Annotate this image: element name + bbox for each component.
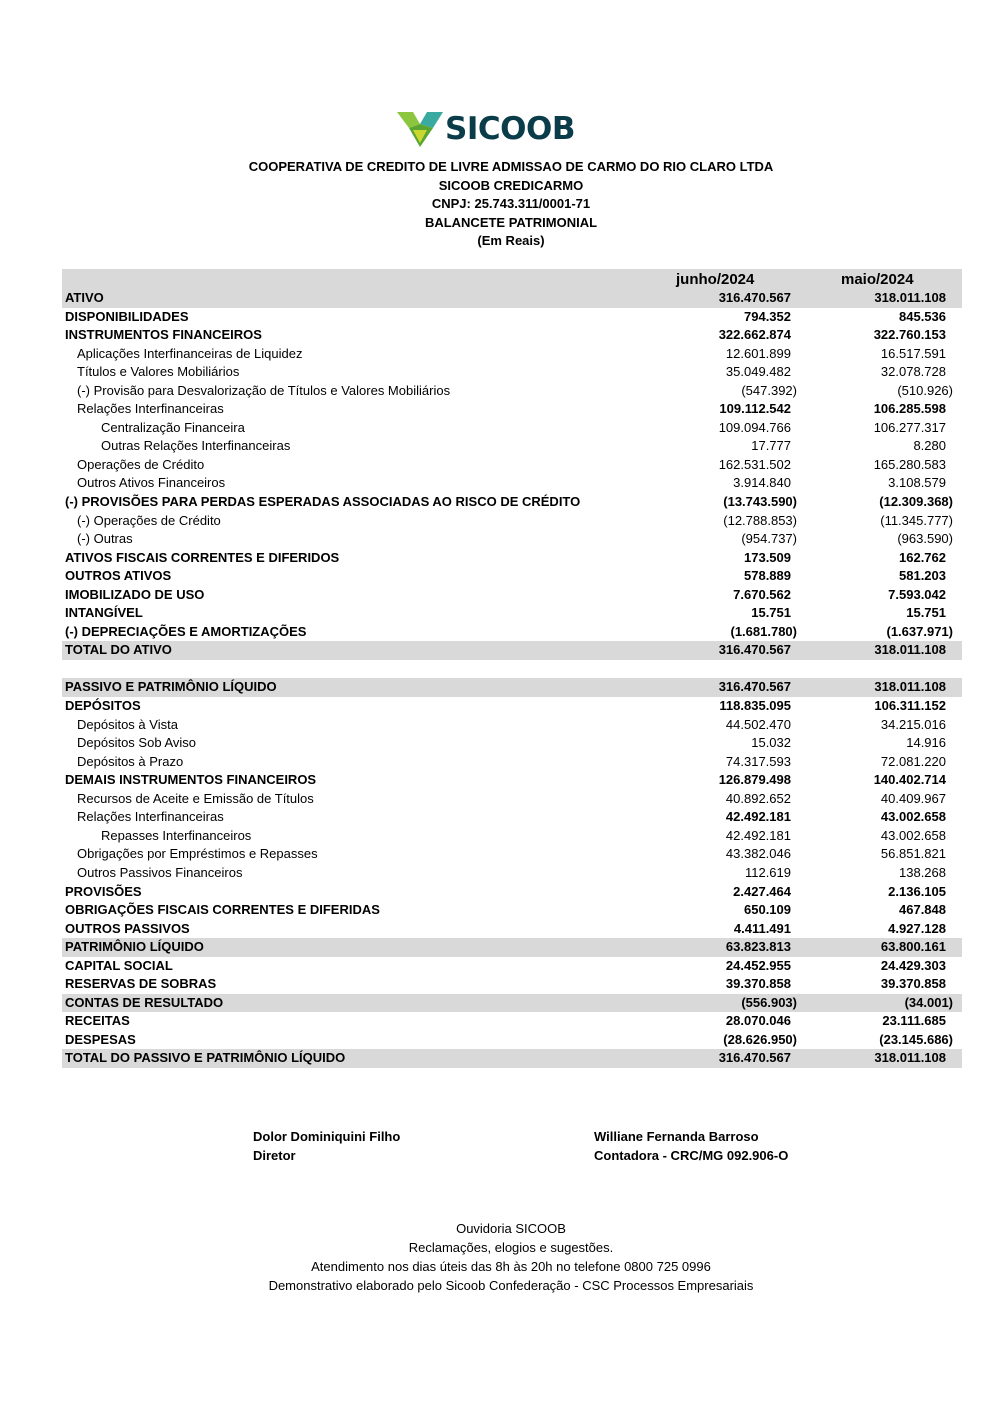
cnpj: CNPJ: 25.743.311/0001-71 — [431, 196, 591, 212]
table-row: Depósitos Sob Aviso 15.032 14.916 — [77, 735, 946, 751]
table-row: OUTROS ATIVOS 578.889 581.203 — [65, 568, 946, 584]
report-title: BALANCETE PATRIMONIAL — [424, 214, 598, 230]
table-row: OBRIGAÇÕES FISCAIS CORRENTES E DIFERIDAS 650.109 467.848 — [65, 902, 946, 918]
signature-accountant — [594, 1127, 788, 1165]
table-row: PROVISÕES 2.427.464 2.136.105 — [65, 883, 946, 899]
table-row: Aplicações Interfinanceiras de Liquidez 12.601.899 16.517.591 — [77, 345, 946, 361]
total-passivo-row: TOTAL DO PASSIVO E PATRIMÔNIO LÍQUIDO 316.470.567 318.011.108 — [62, 1049, 962, 1068]
table-row: ATIVO 316.470.567 318.011.108 — [62, 289, 962, 308]
table-row: Outros Passivos Financeiros 112.619 138.268 — [77, 864, 946, 880]
balance-sheet-table — [62, 269, 962, 1068]
table-row: IMOBILIZADO DE USO 7.670.562 7.593.042 — [65, 586, 946, 602]
table-row: CONTAS DE RESULTADO (556.903) (34.001) — [62, 994, 962, 1013]
table-row: (-) PROVISÕES PARA PERDAS ESPERADAS ASSOCIADAS AO RISCO DE CRÉDITO (13.743.590) (12.309.368) — [65, 494, 953, 510]
director-role: Diretor — [253, 1148, 296, 1163]
table-row: Outros Ativos Financeiros 3.914.840 3.108.579 — [77, 475, 946, 491]
company-name: COOPERATIVA DE CREDITO DE LIVRE ADMISSAO DE CARMO DO RIO CLARO LTDA — [248, 159, 774, 174]
table-row: Outras Relações Interfinanceiras 17.777 8.280 — [101, 438, 946, 454]
accountant-name: Williane Fernanda Barroso — [594, 1129, 759, 1144]
table-row: INTANGÍVEL 15.751 15.751 — [65, 605, 946, 621]
table-row: OUTROS PASSIVOS 4.411.491 4.927.128 — [65, 920, 946, 936]
column-header-current: junho/2024 — [676, 271, 755, 288]
table-row: RESERVAS DE SOBRAS 39.370.858 39.370.858 — [65, 976, 946, 992]
currency-unit: (Em Reais) — [477, 233, 545, 249]
table-row: Títulos e Valores Mobiliários 35.049.482 32.078.728 — [77, 364, 946, 380]
director-name: Dolor Dominiquini Filho — [253, 1129, 401, 1144]
table-row: RECEITAS 28.070.046 23.111.685 — [65, 1013, 946, 1029]
accountant-role: Contadora - CRC/MG 092.906-O — [594, 1148, 789, 1163]
footer-hours-phone: Atendimento nos dias úteis das 8h às 20h no telefone 0800 725 0996 — [311, 1259, 711, 1274]
table-row: Relações Interfinanceiras 42.492.181 43.002.658 — [77, 809, 946, 825]
table-row: DEPÓSITOS 118.835.095 106.311.152 — [65, 698, 946, 714]
footer — [0, 1219, 1000, 1295]
table-row: (-) Operações de Crédito (12.788.853) (11.345.777) — [77, 512, 953, 528]
table-row: PASSIVO E PATRIMÔNIO LÍQUIDO 316.470.567 318.011.108 — [62, 678, 962, 697]
table-row: Depósitos à Vista 44.502.470 34.215.016 — [77, 716, 946, 732]
sicoob-logo-icon — [397, 110, 443, 148]
table-row: Recursos de Aceite e Emissão de Títulos 40.892.652 40.409.967 — [77, 790, 946, 806]
logo-wordmark: SICOOB — [445, 110, 575, 147]
footer-prepared-by: Demonstrativo elaborado pelo Sicoob Confederação - CSC Processos Empresariais — [268, 1278, 754, 1293]
table-row: PATRIMÔNIO LÍQUIDO 63.823.813 63.800.161 — [62, 938, 962, 957]
table-row: Operações de Crédito 162.531.502 165.280.583 — [77, 456, 946, 472]
total-ativo-row: TOTAL DO ATIVO 316.470.567 318.011.108 — [62, 641, 962, 660]
sicoob-logo — [397, 108, 587, 150]
table-row: Obrigações por Empréstimos e Repasses 43.382.046 56.851.821 — [77, 846, 946, 862]
table-row: Relações Interfinanceiras 109.112.542 106.285.598 — [77, 401, 946, 417]
table-row: (-) Outras (954.737) (963.590) — [77, 531, 953, 547]
table-row: Depósitos à Prazo 74.317.593 72.081.220 — [77, 753, 946, 769]
table-row: CAPITAL SOCIAL 24.452.955 24.429.303 — [65, 957, 946, 973]
table-row: DEMAIS INSTRUMENTOS FINANCEIROS 126.879.498 140.402.714 — [65, 772, 946, 788]
footer-feedback: Reclamações, elogios e sugestões. — [408, 1240, 614, 1255]
column-header-row — [62, 269, 962, 289]
table-row: DESPESAS (28.626.950) (23.145.686) — [65, 1031, 953, 1047]
table-row: INSTRUMENTOS FINANCEIROS 322.662.874 322.760.153 — [65, 327, 946, 343]
table-row: Repasses Interfinanceiros 42.492.181 43.002.658 — [101, 827, 946, 843]
table-row: DISPONIBILIDADES 794.352 845.536 — [65, 308, 946, 324]
table-row: (-) DEPRECIAÇÕES E AMORTIZAÇÕES (1.681.780) (1.637.971) — [65, 623, 953, 639]
table-row: ATIVOS FISCAIS CORRENTES E DIFERIDOS 173.509 162.762 — [65, 549, 946, 565]
section-spacer — [62, 660, 962, 679]
cooperative-name: SICOOB CREDICARMO — [438, 177, 584, 193]
signature-director — [253, 1127, 400, 1165]
column-header-previous: maio/2024 — [841, 271, 914, 288]
document-header — [0, 158, 1000, 251]
table-row: Centralização Financeira 109.094.766 106.277.317 — [101, 419, 946, 435]
footer-ombudsman: Ouvidoria SICOOB — [456, 1221, 566, 1236]
table-row: (-) Provisão para Desvalorização de Títulos e Valores Mobiliários (547.392) (510.926) — [77, 382, 953, 398]
